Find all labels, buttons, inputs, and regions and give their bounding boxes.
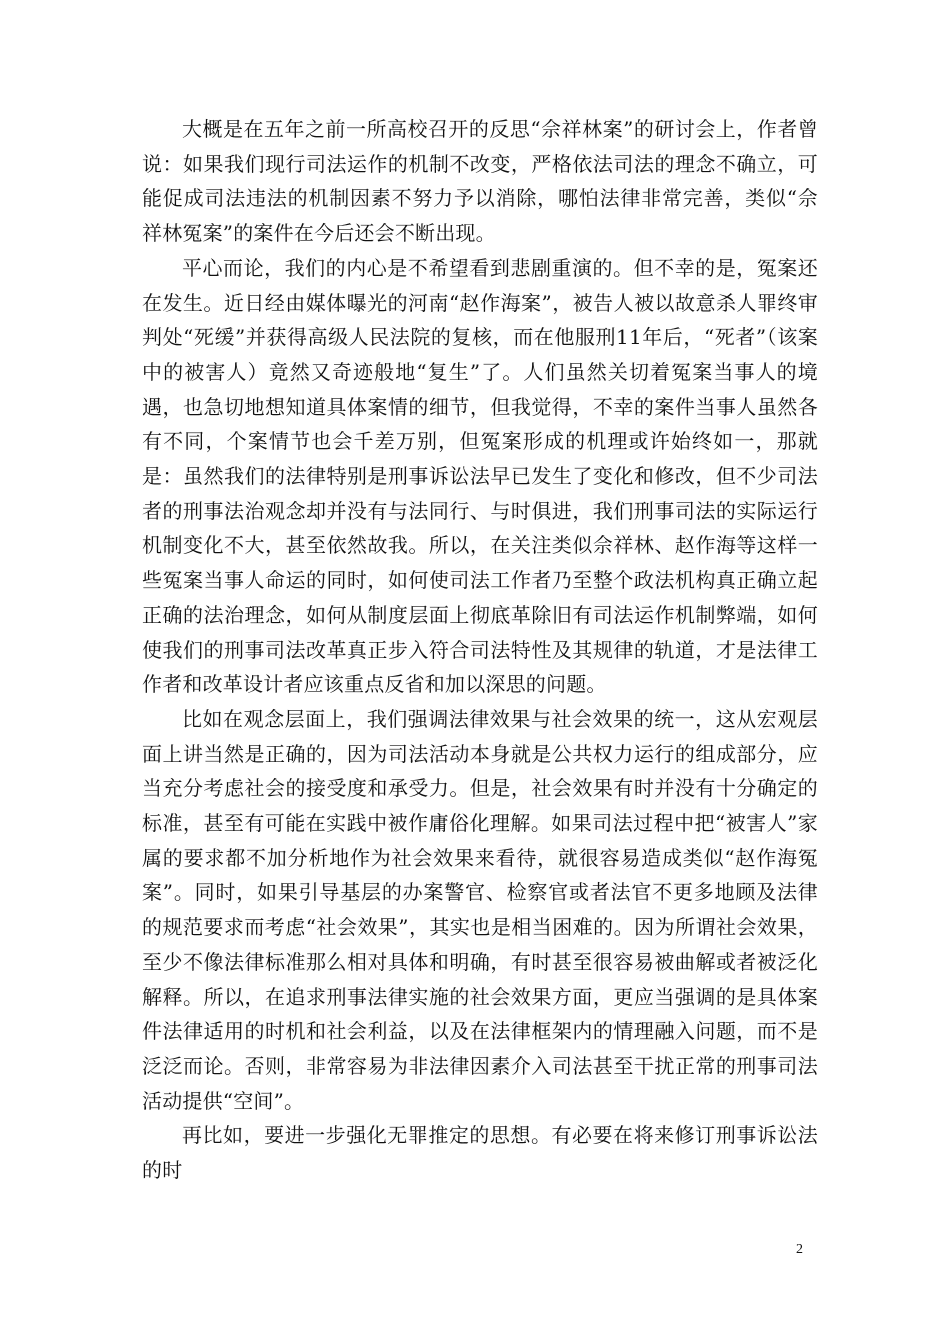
- paragraph-1: 大概是在五年之前一所高校召开的反思“佘祥林案”的研讨会上，作者曾说：如果我们现行司法运作的机制不改变，严格依法司法的理念不确立，可能促成司法违法的机制因素不努力予以消除，哪怕法律非常完善，类似“佘祥林冤案”的案件在今后还会不断出现。: [142, 117, 818, 246]
- paragraph-2: 平心而论，我们的内心是不希望看到悲剧重演的。但不幸的是，冤案还在发生。近日经由媒体曝光的河南“赵作海案”，被告人被以故意杀人罪终审判处“死缓”并获得高级人民法院的复核，而在他服刑11年后，“死者”（该案中的被害人）竟然又奇迹般地“复生”了。人们虽然关切着冤案当事人的境遇，也急切地想知道具体案情的细节，但我觉得，不幸的案件当事人虽然各有不同，个案情节也会千差万别，但冤案形成的机理或许始终如一，那就是：虽然我们的法律特别是刑事诉讼法早已发生了变化和修改，但不少司法者的刑事法治观念却并没有与法同行、与时俱进，我们刑事司法的实际运行机制变化不大，甚至依然故我。所以，在关注类似佘祥林、赵作海等这样一些冤案当事人命运的同时，如何使司法工作者乃至整个政法机构真正确立起正确的法治理念，如何从制度层面上彻底革除旧有司法运作机制弊端，如何使我们的刑事司法改革真正步入符合司法特性及其规律的轨道，才是法律工作者和改革设计者应该重点反省和加以深思的问题。: [142, 255, 818, 697]
- page-number: 2: [796, 1242, 803, 1257]
- paragraph-4: 再比如，要进一步强化无罪推定的思想。有必要在将来修订刑事诉讼法的时: [142, 1123, 818, 1183]
- paragraph-3: 比如在观念层面上，我们强调法律效果与社会效果的统一，这从宏观层面上讲当然是正确的，因为司法活动本身就是公共权力运行的组成部分，应当充分考虑社会的接受度和承受力。但是，社会效果有时并没有十分确定的标准，甚至有可能在实践中被作庸俗化理解。如果司法过程中把“被害人”家属的要求都不加分析地作为社会效果来看待，就很容易造成类似“赵作海冤案”。同时，如果引导基层的办案警官、检察官或者法官不更多地顾及法律的规范要求而考虑“社会效果”，其实也是相当困难的。因为所谓社会效果，至少不像法律标准那么相对具体和明确，有时甚至很容易被曲解或者被泛化解释。所以，在追求刑事法律实施的社会效果方面，更应当强调的是具体案件法律适用的时机和社会利益，以及在法律框架内的情理融入问题，而不是泛泛而论。否则，非常容易为非法律因素介入司法甚至干扰正常的刑事司法活动提供“空间”。: [142, 706, 818, 1113]
- document-body: [142, 112, 818, 1188]
